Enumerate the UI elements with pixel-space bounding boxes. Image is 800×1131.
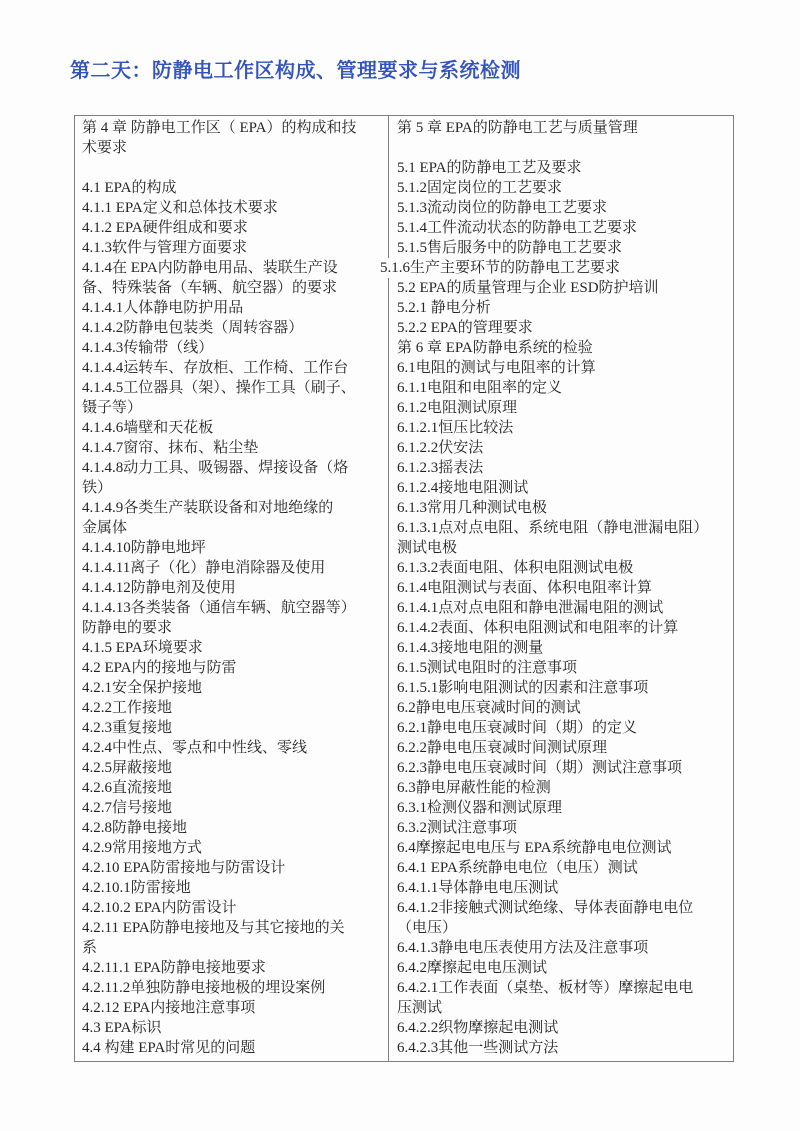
toc-line: 金属体	[82, 520, 128, 536]
toc-line: 6.2.1静电电压衰减时间（期）的定义	[397, 720, 638, 736]
toc-line: 6.4.1.1导体静电电压测试	[397, 880, 559, 896]
toc-line: 6.1.2.3摇表法	[397, 460, 484, 476]
toc-line: 4.1.4.4运转车、存放柜、工作椅、工作台	[82, 360, 349, 376]
toc-line: 4.2.1安全保护接地	[82, 680, 203, 696]
toc-line: 6.1.4.2表面、体积电阻测试和电阻率的计算	[397, 620, 679, 636]
toc-line: 4.2.11 EPA防静电接地及与其它接地的关	[82, 920, 345, 936]
toc-line: 5.2.2 EPA的管理要求	[397, 320, 533, 336]
toc-line: 防静电的要求	[82, 620, 173, 636]
toc-line: 4.1.4.10防静电地坪	[82, 540, 206, 556]
toc-line: 5.1.5售后服务中的防静电工艺要求	[397, 240, 623, 256]
toc-line: 4.3 EPA标识	[82, 1020, 162, 1036]
toc-line: 4.2.9常用接地方式	[82, 840, 203, 856]
toc-line: 系	[82, 940, 98, 956]
toc-line: 4.2.10.1防雷接地	[82, 880, 191, 896]
toc-line: 4.1.4.13各类装备（通信车辆、航空器等）	[82, 600, 356, 616]
table-cell-chapter-4	[75, 116, 388, 1061]
toc-line: 4.2.3重复接地	[82, 720, 173, 736]
course-outline-table	[74, 115, 734, 1062]
toc-line: 4.2.5屏蔽接地	[82, 760, 173, 776]
toc-line: 6.2静电电压衰减时间的测试	[397, 700, 581, 716]
toc-line: 4.1.4.3传输带（线）	[82, 340, 214, 356]
toc-line: 4.2.2工作接地	[82, 700, 173, 716]
toc-line: 6.4.2.3其他一些测试方法	[397, 1040, 559, 1056]
toc-line: 4.1.3软件与管理方面要求	[82, 240, 248, 256]
toc-line: 4.1.4.6墙壁和天花板	[82, 420, 214, 436]
toc-line: 4.1.4.12防静电剂及使用	[82, 580, 236, 596]
toc-line: 5.1.4工件流动状态的防静电工艺要求	[397, 220, 638, 236]
toc-line: 4.4 构建 EPA时常见的问题	[82, 1040, 256, 1056]
toc-line: 第 5 章 EPA的防静电工艺与质量管理	[397, 120, 638, 136]
toc-line: 5.2.1 静电分析	[397, 300, 491, 316]
toc-line: 6.1.3.1点对点电阻、系统电阻（静电泄漏电阻）	[397, 520, 709, 536]
toc-line: 6.1.4.3接地电阻的测量	[397, 640, 544, 656]
toc-line: 6.1.5.1影响电阻测试的因素和注意事项	[397, 680, 649, 696]
toc-line: 镊子等）	[82, 400, 143, 416]
toc-line: 4.1.4.1人体静电防护用品	[82, 300, 244, 316]
toc-line: 第 6 章 EPA防静电系统的检验	[397, 340, 593, 356]
toc-line: 备、特殊装备（车辆、航空器）的要求	[82, 280, 338, 296]
toc-line: 6.1.4.1点对点电阻和静电泄漏电阻的测试	[397, 600, 664, 616]
toc-line: 4.2.10.2 EPA内防雷设计	[82, 900, 237, 916]
toc-line: 4.2 EPA内的接地与防雷	[82, 660, 237, 676]
toc-line: 6.1.4电阻测试与表面、体积电阻率计算	[397, 580, 653, 596]
toc-line: 测试电极	[397, 540, 458, 556]
toc-line: 4.2.11.1 EPA防静电接地要求	[82, 960, 266, 976]
table-cell-chapter-5-6	[380, 116, 733, 1061]
toc-line: 6.3.2测试注意事项	[397, 820, 518, 836]
toc-line: 4.2.8防静电接地	[82, 820, 188, 836]
toc-line: 压测试	[397, 1000, 443, 1016]
toc-line: 铁）	[82, 480, 113, 496]
toc-line: 6.1电阻的测试与电阻率的计算	[397, 360, 596, 376]
toc-line: 4.1.4.8动力工具、吸锡器、焊接设备（烙	[82, 460, 349, 476]
toc-line: 4.1 EPA的构成	[82, 180, 177, 196]
toc-line: 6.4.2摩擦起电电压测试	[397, 960, 548, 976]
toc-line: 6.2.3静电电压衰减时间（期）测试注意事项	[397, 760, 683, 776]
toc-line	[82, 158, 388, 178]
toc-line: 4.1.2 EPA硬件组成和要求	[82, 220, 248, 236]
toc-line: 4.2.6直流接地	[82, 780, 173, 796]
toc-line: 6.1.1电阻和电阻率的定义	[397, 380, 563, 396]
toc-line: 6.3.1检测仪器和测试原理	[397, 800, 563, 816]
toc-line: 术要求	[82, 140, 128, 156]
toc-line: 5.1 EPA的防静电工艺及要求	[397, 160, 582, 176]
toc-line: 6.3静电屏蔽性能的检测	[397, 780, 551, 796]
toc-line: 6.1.2.2伏安法	[397, 440, 484, 456]
toc-line: 6.1.2电阻测试原理	[397, 400, 518, 416]
toc-line: 4.1.4.7窗帘、抹布、粘尘垫	[82, 440, 259, 456]
toc-line: 6.1.2.1恒压比较法	[397, 420, 514, 436]
toc-line: 6.1.5测试电阻时的注意事项	[397, 660, 578, 676]
toc-line: 5.1.2固定岗位的工艺要求	[397, 180, 563, 196]
toc-line: 4.2.7信号接地	[82, 800, 173, 816]
toc-line: 6.4.1.3静电电压表使用方法及注意事项	[397, 940, 649, 956]
toc-line: 4.2.12 EPA内接地注意事项	[82, 1000, 256, 1016]
toc-line: 4.1.4.5工位器具（架）、操作工具（刷子、	[82, 380, 356, 396]
toc-line: 6.1.2.4接地电阻测试	[397, 480, 529, 496]
toc-line: 4.2.11.2单独防静电接地极的埋设案例	[82, 980, 326, 996]
toc-line: 4.1.1 EPA定义和总体技术要求	[82, 200, 278, 216]
toc-line: 4.2.4中性点、零点和中性线、零线	[82, 740, 308, 756]
toc-line: 6.2.2静电电压衰减时间测试原理	[397, 740, 608, 756]
toc-line: 4.2.10 EPA防雷接地与防雷设计	[82, 860, 286, 876]
toc-line: （电压）	[397, 920, 458, 936]
toc-line: 6.4.1.2非接触式测试绝缘、导体表面静电电位	[397, 900, 694, 916]
page-title: 第二天：防静电工作区构成、管理要求与系统检测	[70, 60, 521, 82]
toc-line: 4.1.5 EPA环境要求	[82, 640, 203, 656]
toc-line: 6.1.3.2表面电阻、体积电阻测试电极	[397, 560, 634, 576]
toc-line: 4.1.4.9各类生产装联设备和对地绝缘的	[82, 500, 334, 516]
toc-line: 4.1.4.11离子（化）静电消除器及使用	[82, 560, 326, 576]
toc-line: 5.2 EPA的质量管理与企业 ESD防护培训	[397, 280, 659, 296]
toc-line: 6.4.1 EPA系统静电电位（电压）测试	[397, 860, 638, 876]
toc-line: 第 4 章 防静电工作区（ EPA）的构成和技	[82, 120, 357, 136]
toc-line: 6.4.2.1工作表面（桌垫、板材等）摩擦起电电	[397, 980, 694, 996]
toc-line: 6.4摩擦起电电压与 EPA系统静电电位测试	[397, 840, 672, 856]
toc-line: 6.1.3常用几种测试电极	[397, 500, 548, 516]
toc-line: 5.1.3流动岗位的防静电工艺要求	[397, 200, 608, 216]
toc-line: 6.4.2.2织物摩擦起电测试	[397, 1020, 559, 1036]
toc-line: 4.1.4.2防静电包装类（周转容器）	[82, 320, 304, 336]
toc-line	[397, 138, 733, 158]
toc-line: 5.1.6生产主要环节的防静电工艺要求	[380, 258, 733, 278]
toc-line: 4.1.4在 EPA内防静电用品、装联生产设	[82, 260, 338, 276]
